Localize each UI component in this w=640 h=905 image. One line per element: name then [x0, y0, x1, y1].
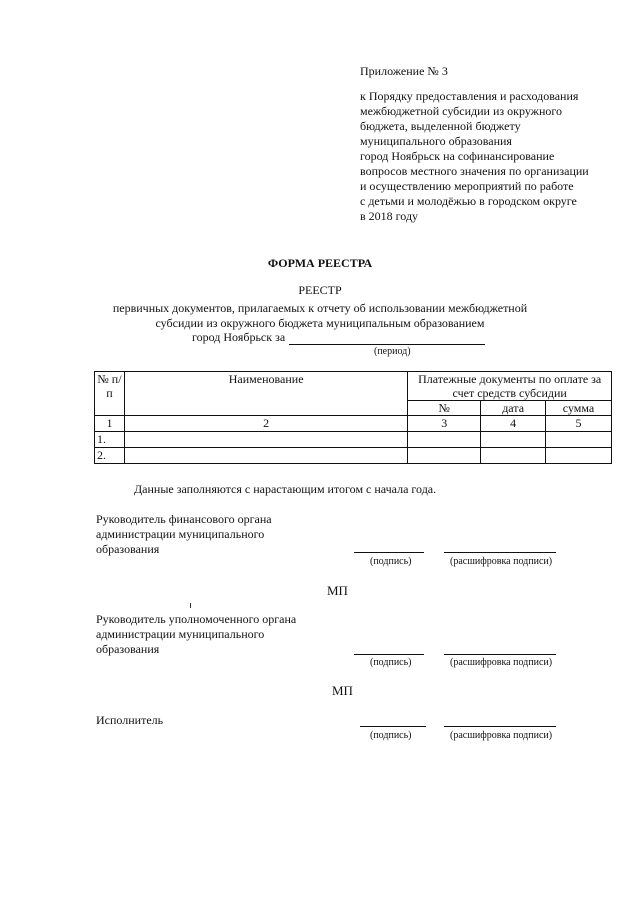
authorized-head-line: образования — [96, 642, 160, 656]
appendix-line: бюджета, выделенной бюджету — [360, 119, 521, 133]
form-title: ФОРМА РЕЕСТРА — [267, 256, 373, 270]
appendix-line: межбюджетной субсидии из окружного — [360, 104, 562, 118]
subheader-num: № — [408, 401, 481, 416]
header-num: № п/п — [95, 372, 125, 416]
row-sum[interactable] — [546, 432, 612, 448]
appendix-line: город Ноябрьск на софинансирование — [360, 149, 555, 163]
period-field-line[interactable] — [289, 331, 485, 345]
stamp-mark: МП — [327, 583, 348, 598]
row-doc-num[interactable] — [408, 448, 481, 464]
executor-label: Исполнитель — [96, 713, 164, 727]
index-cell: 1 — [95, 416, 125, 432]
row-num: 2. — [95, 448, 125, 464]
appendix-line: с детьми и молодёжью в городском округе — [360, 194, 577, 208]
finance-signature-line[interactable] — [354, 552, 424, 553]
period-prefix: город Ноябрьск за — [192, 330, 286, 344]
registry-subtitle — [60, 301, 580, 331]
authorized-head-line: Руководитель уполномоченного органа — [96, 612, 297, 626]
table-row — [95, 432, 612, 448]
row-name[interactable] — [124, 432, 407, 448]
executor-decryption-line[interactable] — [444, 726, 556, 727]
row-sum[interactable] — [546, 448, 612, 464]
registry-title: РЕЕСТР — [298, 283, 342, 297]
executor-signature-line[interactable] — [360, 726, 426, 727]
subheader-date: дата — [481, 401, 546, 416]
decryption-caption: (расшифровка подписи) — [450, 657, 553, 668]
decryption-caption: (расшифровка подписи) — [450, 730, 553, 741]
row-num: 1. — [95, 432, 125, 448]
appendix-line: в 2018 году — [360, 209, 419, 223]
row-date[interactable] — [481, 432, 546, 448]
registry-subtitle-line: первичных документов, прилагаемых к отчету об использовании межбюджетной — [112, 301, 528, 315]
finance-head-line: администрации муниципального — [96, 527, 265, 541]
signature-caption: (подпись) — [370, 556, 412, 567]
appendix-line: к Порядку предоставления и расходования — [360, 89, 579, 103]
signature-caption: (подпись) — [370, 657, 412, 668]
stray-mark — [190, 603, 191, 608]
finance-decryption-line[interactable] — [444, 552, 556, 553]
row-doc-num[interactable] — [408, 432, 481, 448]
authorized-signature-line[interactable] — [354, 654, 424, 655]
row-date[interactable] — [481, 448, 546, 464]
header-name: Наименование — [124, 372, 407, 416]
registry-subtitle-line: субсидии из окружного бюджета муниципальным образованием — [155, 316, 485, 330]
appendix-title: Приложение № 3 — [360, 64, 448, 78]
appendix-line: вопросов местного значения по организации — [360, 164, 589, 178]
authorized-head-label — [96, 612, 326, 657]
index-cell: 2 — [124, 416, 407, 432]
index-row — [95, 416, 612, 432]
registry-table — [94, 371, 612, 464]
table-row — [95, 448, 612, 464]
index-cell: 4 — [481, 416, 546, 432]
authorized-head-line: администрации муниципального — [96, 627, 265, 641]
finance-head-label — [96, 512, 326, 557]
subheader-sum: сумма — [546, 401, 612, 416]
header-payment: Платежные документы по оплате за счет средств субсидии — [408, 372, 612, 401]
appendix-line: муниципального образования — [360, 134, 512, 148]
decryption-caption: (расшифровка подписи) — [450, 556, 553, 567]
row-name[interactable] — [124, 448, 407, 464]
finance-head-line: образования — [96, 542, 160, 556]
cumulative-note: Данные заполняются с нарастающим итогом с начала года. — [134, 482, 437, 496]
period-hint: (период) — [374, 346, 411, 357]
period-row — [192, 330, 485, 345]
stamp-mark: МП — [332, 683, 353, 698]
finance-head-line: Руководитель финансового органа — [96, 512, 272, 526]
appendix-line: и осуществлению мероприятий по работе — [360, 179, 574, 193]
index-cell: 3 — [408, 416, 481, 432]
appendix-block — [360, 64, 630, 224]
signature-caption: (подпись) — [370, 730, 412, 741]
authorized-decryption-line[interactable] — [444, 654, 556, 655]
index-cell: 5 — [546, 416, 612, 432]
